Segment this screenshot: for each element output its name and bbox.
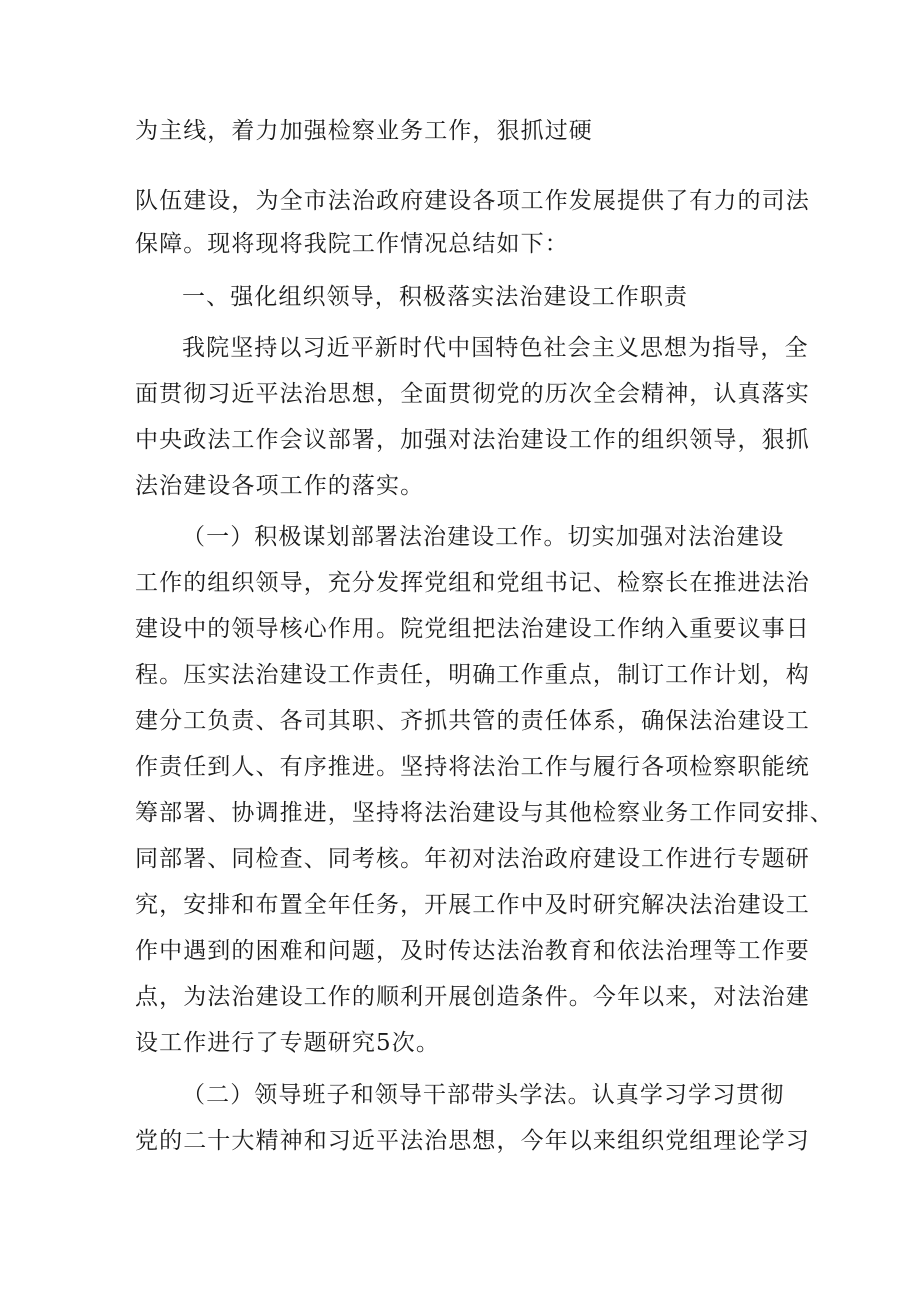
paragraph-2-line-6: 作责任到人、有序推进。坚持将法治工作与履行各项检察职能统 [135, 754, 810, 780]
paragraph-1-line-2: 面贯彻习近平法治思想，全面贯彻党的历次全会精神，认真落实 [135, 381, 810, 407]
paragraph-1-line-3: 中央政法工作会议部署，加强对法治建设工作的组织领导，狠抓 [135, 427, 810, 453]
paragraph-3-line-1: （二）领导班子和领导干部带头学法。认真学习学习贯彻 [182, 1082, 785, 1108]
text-line-1: 为主线，着力加强检察业务工作，狠抓过硬 [135, 118, 593, 144]
paragraph-1-line-4: 法治建设各项工作的落实。 [135, 473, 425, 499]
paragraph-2-line-7: 筹部署、协调推进，坚持将法治建设与其他检察业务工作同安排、 [135, 800, 834, 826]
paragraph-1-line-1: 我院坚持以习近平新时代中国特色社会主义思想为指导，全 [182, 335, 809, 361]
section-heading-1: 一、强化组织领导，积极落实法治建设工作职责 [182, 284, 689, 310]
paragraph-2-line-12: 设工作进行了专题研究5次。 [135, 1030, 440, 1056]
paragraph-2-line-3: 建设中的领导核心作用。院党组把法治建设工作纳入重要议事日 [135, 616, 810, 642]
paragraph-2-line-9: 究，安排和布置全年任务，开展工作中及时研究解决法治建设工 [135, 892, 810, 918]
paragraph-2-line-5: 建分工负责、各司其职、齐抓共管的责任体系，确保法治建设工 [135, 708, 810, 734]
paragraph-3-line-2: 党的二十大精神和习近平法治思想，今年以来组织党组理论学习 [135, 1128, 810, 1154]
paragraph-2-line-1: （一）积极谋划部署法治建设工作。切实加强对法治建设 [182, 524, 785, 550]
paragraph-2-line-10: 作中遇到的困难和问题，及时传达法治教育和依法治理等工作要 [135, 938, 810, 964]
text-line-3: 保障。现将现将我院工作情况总结如下： [135, 231, 569, 257]
paragraph-2-line-11: 点，为法治建设工作的顺利开展创造条件。今年以来，对法治建 [135, 984, 810, 1010]
paragraph-2-line-4: 程。压实法治建设工作责任，明确工作重点，制订工作计划，构 [135, 662, 810, 688]
text-line-2: 队伍建设，为全市法治政府建设各项工作发展提供了有力的司法 [135, 188, 810, 214]
paragraph-2-line-8: 同部署、同检查、同考核。年初对法治政府建设工作进行专题研 [135, 846, 810, 872]
paragraph-2-line-2: 工作的组织领导，充分发挥党组和党组书记、检察长在推进法治 [135, 570, 810, 596]
